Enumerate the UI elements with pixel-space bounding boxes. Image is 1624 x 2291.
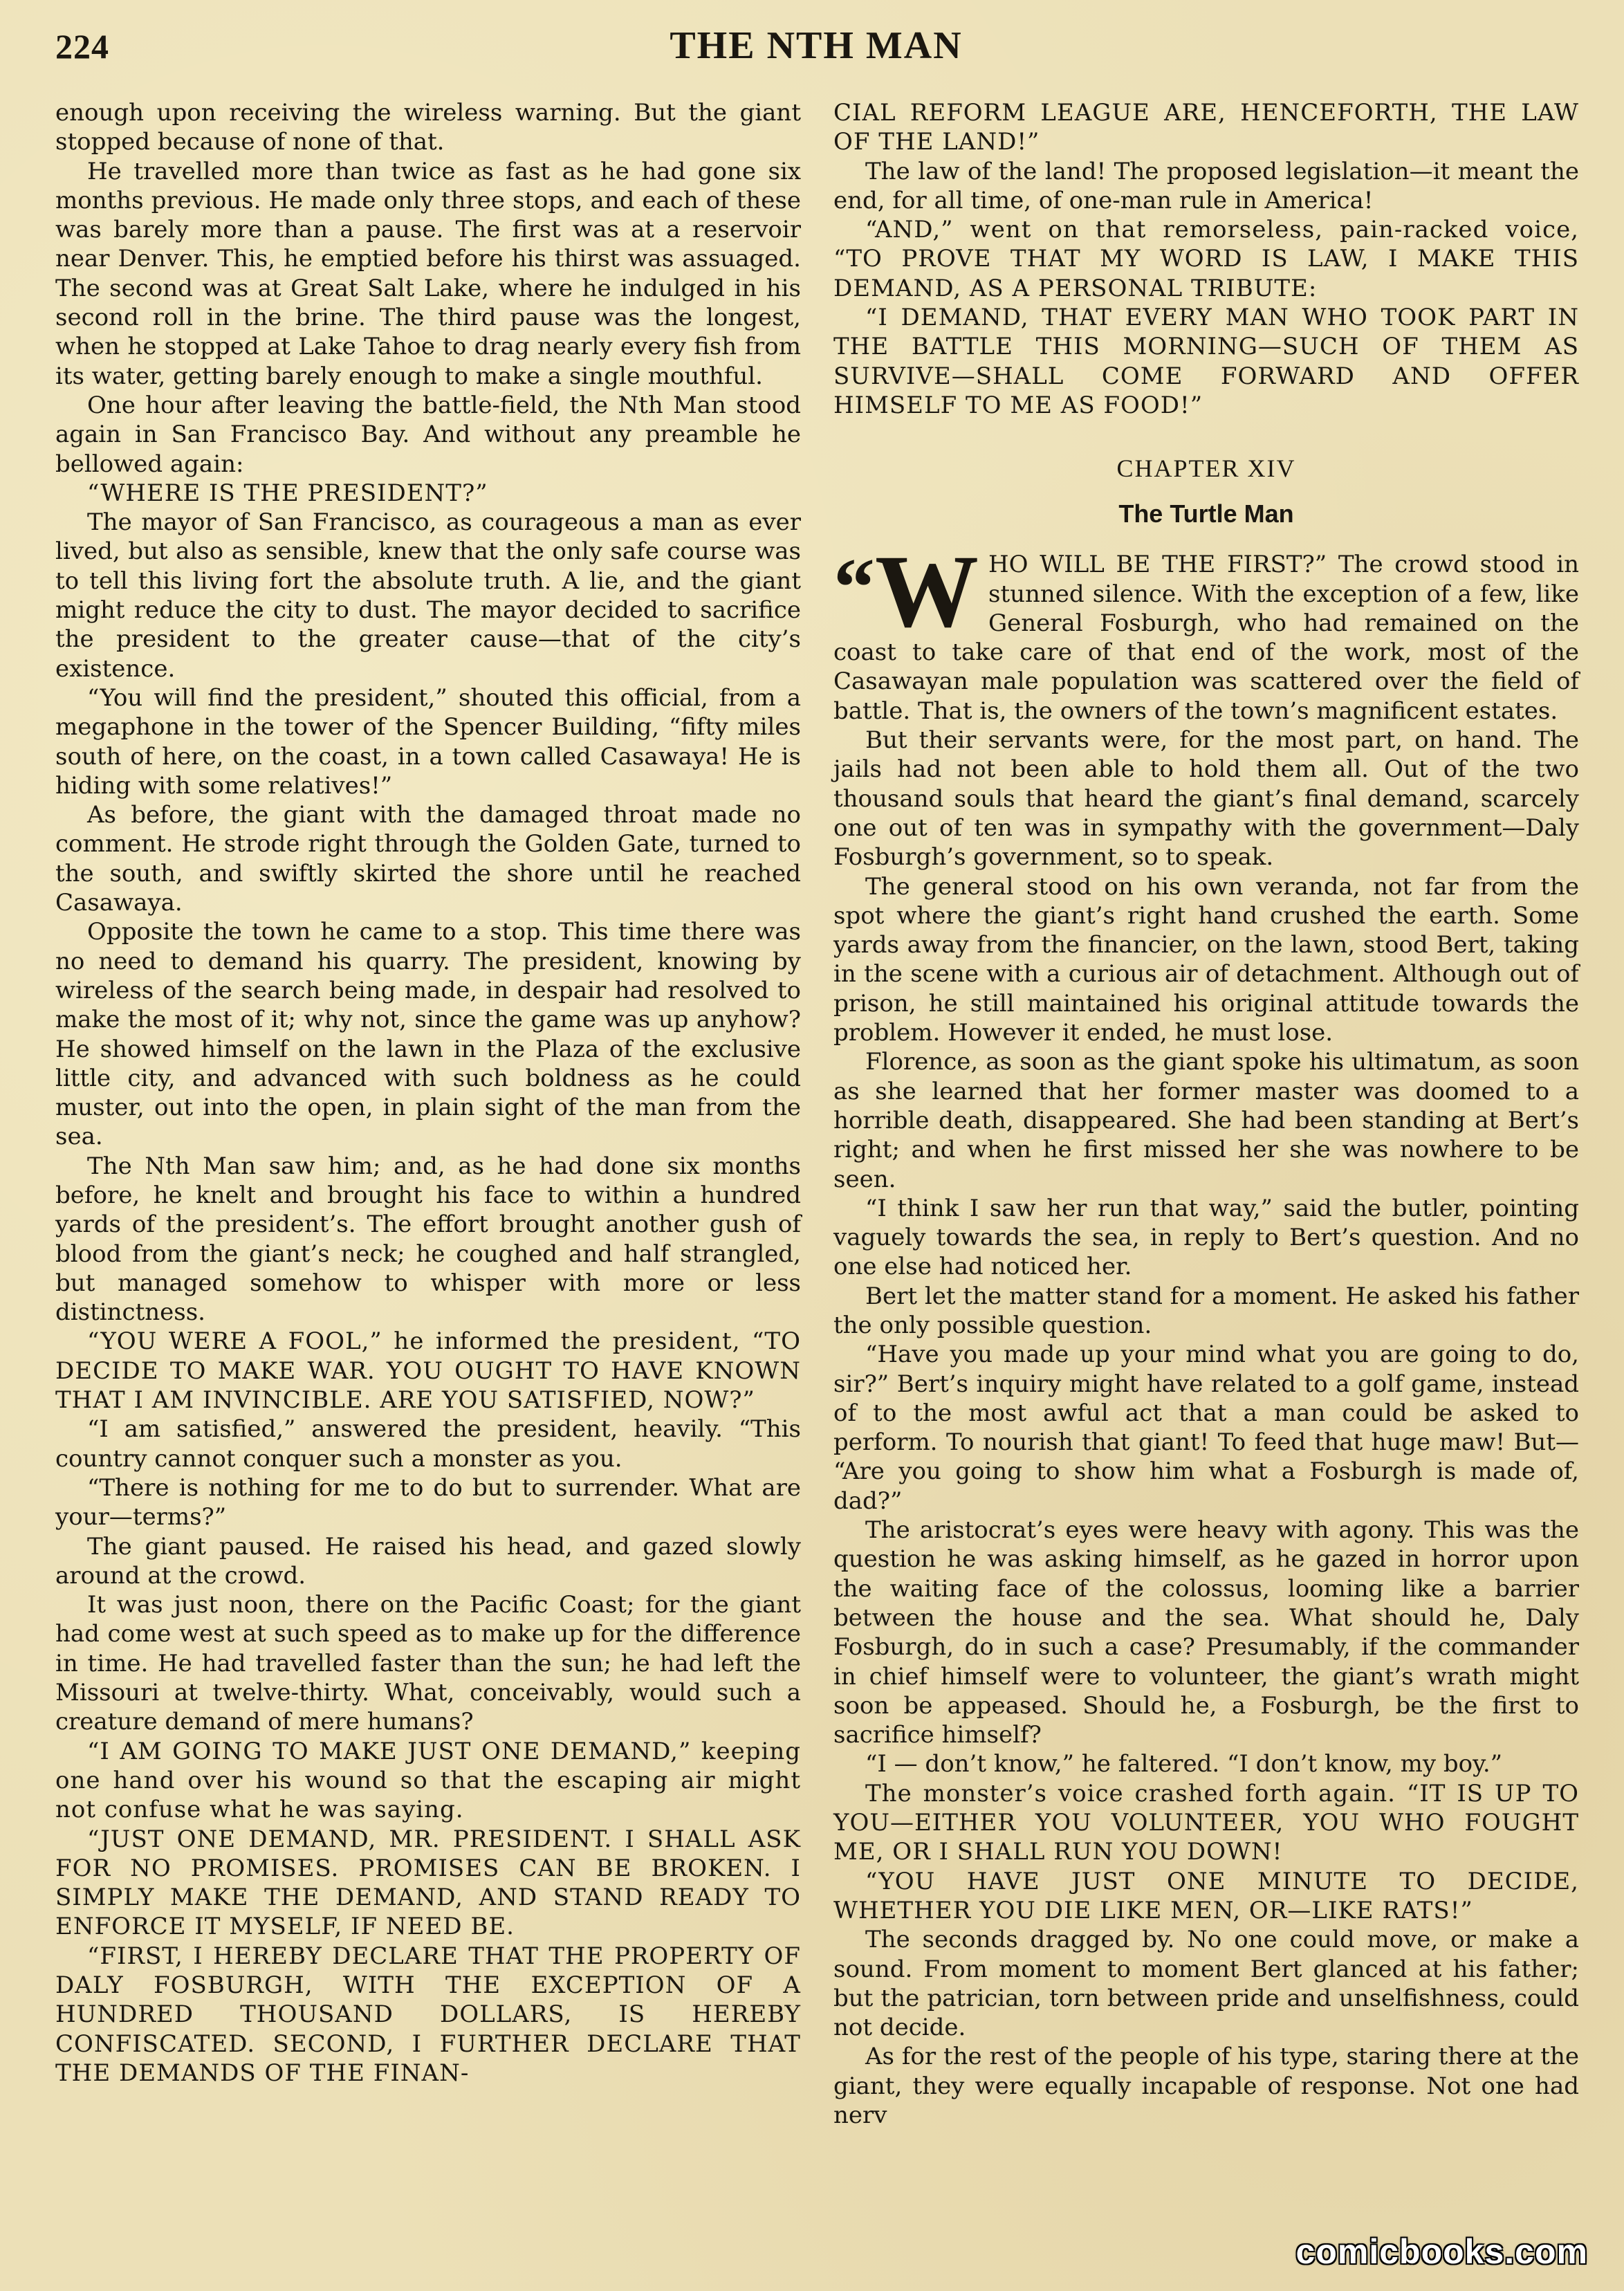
paragraph: One hour after leaving the battle-field, the Nth Man stood again in San Francisco Bay. And without any preamble he bellowed again: (55, 391, 801, 478)
paragraph: The monster’s voice crashed forth again. “IT IS UP TO YOU—EITHER YOU VOLUNTEER, YOU WHO FOUGHT ME, OR I SHALL RUN YOU DOWN! (833, 1779, 1579, 1866)
paragraph: “You will find the president,” shouted this official, from a megaphone in the tower of the Spencer Building, “fifty miles south of here, on the coast, in a town called Casawaya! He is hiding with some relatives!” (55, 683, 801, 800)
paragraph: The general stood on his own veranda, not far from the spot where the giant’s right hand crushed the earth. Some yards away from the financier, on the lawn, stood Bert, taking in the scene with a curious air of detachment. Although out of prison, he still maintained his original attitude towards the problem. However it ended, he must lose. (833, 872, 1579, 1047)
paragraph: “YOU HAVE JUST ONE MINUTE TO DECIDE, WHETHER YOU DIE LIKE MEN, OR—LIKE RATS!” (833, 1867, 1579, 1924)
paragraph: As before, the giant with the damaged throat made no comment. He strode right through the Golden Gate, turned to the south, and swiftly skirted the shore until he reached Casawaya. (55, 801, 801, 917)
paragraph: The law of the land! The proposed legislation—it meant the end, for all time, of one-man rule in America! (833, 157, 1579, 214)
paragraph: But their servants were, for the most part, on hand. The jails had not been able to hold them all. Out of the two thousand souls that heard the giant’s final demand, scarcely one out of ten was in sympathy with the government—Daly Fosburgh’s government, so to speak. (833, 726, 1579, 872)
paragraph: “I think I saw her run that way,” said the butler, pointing vaguely towards the sea, in reply to Bert’s question. And no one else had noticed her. (833, 1194, 1579, 1281)
paragraph: “YOU WERE A FOOL,” he informed the president, “TO DECIDE TO MAKE WAR. YOU OUGHT TO HAVE KNOWN THAT I AM INVINCIBLE. ARE YOU SATISFIED, NOW?” (55, 1327, 801, 1415)
paragraph: “I am satisfied,” answered the president, heavily. “This country cannot conquer such a monster as you. (55, 1415, 801, 1473)
paragraph: “I — don’t know,” he faltered. “I don’t know, my boy.” (865, 1750, 1503, 1778)
paragraph: “I AM GOING TO MAKE JUST ONE DEMAND,” keeping one hand over his wound so that the escaping air might not confuse what he was saying. (55, 1737, 801, 1824)
paragraph: “There is nothing for me to do but to surrender. What are your—terms?” (55, 1473, 801, 1531)
paragraph: CIAL REFORM LEAGUE ARE, HENCEFORTH, THE LAW OF THE LAND!” (833, 99, 1579, 156)
paragraph: The seconds dragged by. No one could move, or make a sound. From moment to moment Bert glanced at his father; but the patrician, torn between pride and unselfishness, could not decide. (833, 1926, 1579, 2042)
paragraph: “AND,” went on that remorseless, pain-racked voice, “TO PROVE THAT MY WORD IS LAW, I MAKE THIS DEMAND, AS A PERSONAL TRIBUTE: (833, 216, 1579, 302)
paragraph: The giant paused. He raised his head, and gazed slowly around at the crowd. (55, 1532, 801, 1590)
paragraph: The aristocrat’s eyes were heavy with agony. This was the question he was asking himself, as he gazed in horror upon the waiting face of the colossus, looming like a barrier between the house and the sea. What should he, Daly Fosburgh, do in such a case? Presumably, if the commander in chief himself were to volunteer, the giant’s wrath might soon be appeased. Should he, a Fosburgh, be the first to sacrifice himself? (833, 1516, 1579, 1749)
right-column (833, 98, 1579, 2130)
paragraph: “JUST ONE DEMAND, MR. PRESIDENT. I SHALL ASK FOR NO PROMISES. PROMISES CAN BE BROKEN. I SIMPLY MAKE THE DEMAND, AND STAND READY TO ENFORCE IT MYSELF, IF NEED BE. (55, 1825, 801, 1941)
page-number: 224 (55, 27, 109, 66)
page-header (55, 21, 1577, 76)
paragraph: Florence, as soon as the giant spoke his ultimatum, as soon as she learned that her former master was doomed to a horrible death, disappeared. She had been standing at Bert’s right; and when he first missed her she was nowhere to be seen. (833, 1048, 1579, 1193)
paragraph: He travelled more than twice as fast as he had gone six months previous. He made only three stops, and each of these was barely more than a pause. The first was at a reservoir near Denver. This, he emptied before his thirst was assuaged. The second was at Great Salt Lake, where he indulged in his second roll in the brine. The third pause was the longest, when he stopped at Lake Tahoe to drag nearly every fish from its water, getting barely enough to make a single mouthful. (55, 157, 801, 390)
watermark: comicbooks.com (1295, 2232, 1588, 2271)
paragraph: enough upon receiving the wireless warning. But the giant stopped because of none of that. (55, 99, 801, 156)
chapter-title: The Turtle Man (1118, 499, 1294, 528)
paragraph: “Have you made up your mind what you are going to do, sir?” Bert’s inquiry might have related to a golf game, instead of to the most awful act that a man could be asked to perform. To nourish that giant! To feed that huge maw! But— “Are you going to show him what a Fosburgh is made of, dad?” (833, 1341, 1579, 1515)
paragraph: HO WILL BE THE FIRST?” The crowd stood in stunned silence. With the exception of a few, like General Fosburgh, who had remained on the coast to take care of that end of the work, most of the Casawayan male population was scattered over the field of battle. That is, the owners of the town’s magnificent estates. (833, 551, 1579, 725)
paragraph: “FIRST, I HEREBY DECLARE THAT THE PROPERTY OF DALY FOSBURGH, WITH THE EXCEPTION OF A HUNDRED THOUSAND DOLLARS, IS HEREBY CONFISCATED. SECOND, I FURTHER DECLARE THAT THE DEMANDS OF THE FINAN- (55, 1942, 801, 2087)
paragraph: The Nth Man saw him; and, as he had done six months before, he knelt and brought his face to within a hundred yards of the president’s. The effort brought another gush of blood from the giant’s neck; he coughed and half strangled, but managed somehow to whisper with more or less distinctness. (55, 1152, 801, 1327)
paragraph: “I DEMAND, THAT EVERY MAN WHO TOOK PART IN THE BATTLE THIS MORNING—SUCH OF THEM AS SURVIVE—SHALL COME FORWARD AND OFFER HIMSELF TO ME AS FOOD!” (833, 304, 1579, 419)
left-column (55, 98, 801, 2088)
drop-cap: “W (833, 534, 979, 650)
paragraph: It was just noon, there on the Pacific Coast; for the giant had come west at such speed as to make up for the difference in time. He had travelled faster than the sun; he had left the Missouri at twelve-thirty. What, conceivably, would such a creature demand of mere humans? (55, 1591, 801, 1736)
chapter-number: CHAPTER XIV (1116, 454, 1296, 483)
paragraph: “WHERE IS THE PRESIDENT?” (87, 479, 488, 507)
paragraph: Opposite the town he came to a stop. This time there was no need to demand his quarry. The president, knowing by wireless of the search being made, in despair had resolved to make the most of it; why not, since the game was up anyhow? He showed himself on the lawn in the Plaza of the exclusive little city, and advanced with such boldness as he could muster, out into the open, in plain sight of the man from the sea. (55, 918, 801, 1151)
chapter-opening (833, 534, 1579, 726)
chapter-heading (833, 453, 1579, 529)
paragraph: Bert let the matter stand for a moment. He asked his father the only possible question. (833, 1282, 1579, 1339)
paragraph: The mayor of San Francisco, as courageous a man as ever lived, but also as sensible, knew that the only safe course was to tell this living fort the absolute truth. A lie, and the giant might reduce the city to dust. The mayor decided to sacrifice the president to the greater cause—that of the city’s existence. (55, 508, 801, 683)
running-title: THE NTH MAN (670, 24, 963, 67)
paragraph: As for the rest of the people of his type, staring there at the giant, they were equally incapable of response. Not one had nerv (833, 2043, 1579, 2129)
